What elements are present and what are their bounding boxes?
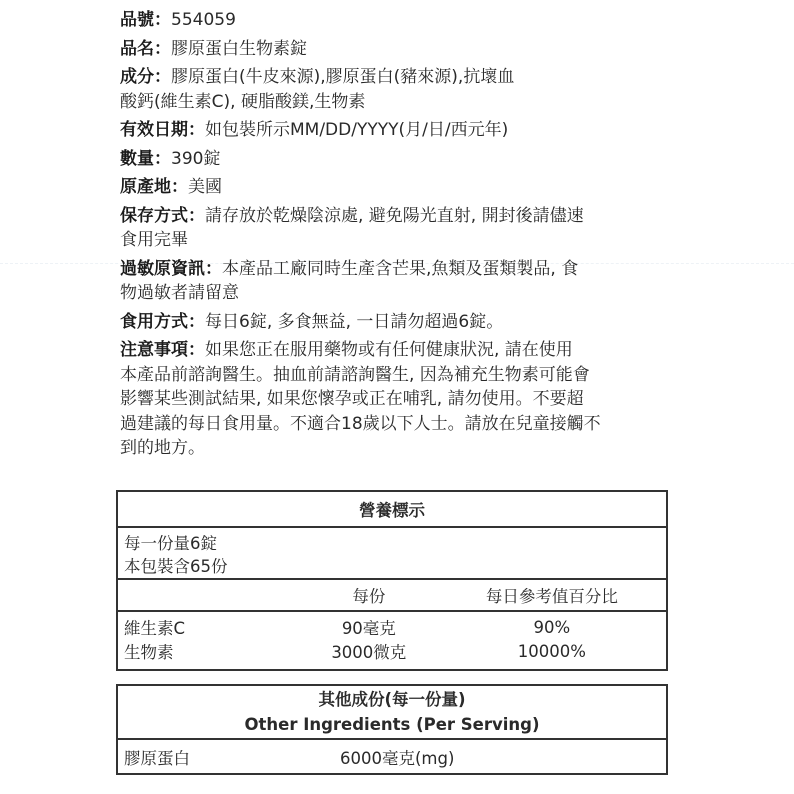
info-item — [120, 175, 680, 200]
info-value: 膠原蛋白生物素錠 — [171, 38, 307, 59]
info-line — [120, 387, 680, 412]
nutrient-amount: 3000微克 — [300, 639, 438, 670]
ingredient-name: 膠原蛋白 — [117, 739, 300, 774]
info-line — [120, 412, 680, 437]
info-value: 物過敏者請留意 — [120, 283, 239, 303]
nutrient-dv: 90% — [438, 611, 667, 639]
info-item — [120, 204, 680, 253]
info-line — [120, 363, 680, 388]
nutrition-table — [116, 490, 668, 671]
info-label: 成分： — [120, 67, 171, 87]
info-value: 影響某些測試結果, 如果您懷孕或正在哺乳, 請勿使用。不要超 — [120, 389, 584, 409]
info-line — [120, 436, 680, 461]
info-label: 數量： — [120, 148, 171, 169]
nutrient-amount: 90毫克 — [300, 611, 438, 639]
info-line — [120, 281, 680, 306]
info-line — [120, 175, 680, 200]
info-line — [120, 118, 680, 143]
nutrient-name: 維生素C — [117, 611, 300, 639]
info-line — [120, 257, 680, 282]
info-item — [120, 310, 680, 335]
nutrition-title: 營養標示 — [117, 491, 667, 527]
info-value: 膠原蛋白(牛皮來源),膠原蛋白(豬來源),抗壞血 — [171, 67, 515, 87]
info-value: 美國 — [188, 177, 222, 197]
servings-per-package: 本包裝含65份 — [124, 557, 228, 576]
info-value: 食用完畢 — [120, 230, 188, 250]
info-value: 554059 — [171, 10, 236, 30]
info-label: 原產地： — [120, 177, 188, 197]
info-line — [120, 228, 680, 253]
other-title-en: Other Ingredients (Per Serving) — [244, 715, 540, 734]
info-item — [120, 37, 680, 62]
info-line — [120, 8, 680, 33]
info-label: 有效日期： — [120, 120, 205, 140]
info-line — [120, 310, 680, 335]
info-line — [120, 90, 680, 115]
info-value: 如包裝所示MM/DD/YYYY(月/日/西元年) — [205, 120, 509, 140]
col-per-serving: 每份 — [300, 579, 438, 611]
col-daily-value: 每日參考值百分比 — [438, 579, 667, 611]
info-item — [120, 338, 680, 461]
info-value: 過建議的每日食用量。不適合18歲以下人士。請放在兒童接觸不 — [120, 413, 601, 434]
info-value: 每日6錠, 多食無益, 一日請勿超過6錠。 — [205, 311, 504, 332]
info-line — [120, 65, 680, 90]
info-item — [120, 118, 680, 143]
product-info — [120, 8, 680, 465]
info-item — [120, 8, 680, 33]
info-value: 本產品工廠同時生產含芒果,魚類及蛋類製品, 食 — [222, 258, 579, 279]
info-label: 保存方式： — [120, 205, 205, 226]
info-label: 品號： — [120, 10, 171, 30]
nutrient-dv: 10000% — [438, 639, 667, 670]
info-line — [120, 338, 680, 363]
other-ingredients-table — [116, 684, 668, 775]
info-label: 品名： — [120, 38, 171, 59]
info-label: 食用方式： — [120, 311, 205, 332]
ingredient-amount: 6000毫克(mg) — [300, 739, 667, 774]
info-item — [120, 257, 680, 306]
other-title-zh: 其他成份(每一份量) — [318, 690, 466, 709]
info-value: 本產品前諮詢醫生。抽血前請諮詢醫生, 因為補充生物素可能會 — [120, 364, 590, 385]
nutrient-name: 生物素 — [117, 639, 300, 670]
info-value: 請存放於乾燥陰涼處, 避免陽光直射, 開封後請儘速 — [205, 205, 584, 226]
info-line — [120, 147, 680, 172]
info-item — [120, 65, 680, 114]
info-value: 390錠 — [171, 148, 221, 169]
info-line — [120, 204, 680, 229]
info-item — [120, 147, 680, 172]
info-value: 如果您正在服用藥物或有任何健康狀況, 請在使用 — [205, 340, 573, 360]
info-label: 過敏原資訊： — [120, 258, 222, 279]
info-value: 到的地方。 — [120, 438, 205, 458]
info-line — [120, 37, 680, 62]
info-label: 注意事項： — [120, 340, 205, 360]
info-value: 酸鈣(維生素C), 硬脂酸鎂,生物素 — [120, 91, 366, 112]
serving-size: 每一份量6錠 — [124, 534, 217, 553]
